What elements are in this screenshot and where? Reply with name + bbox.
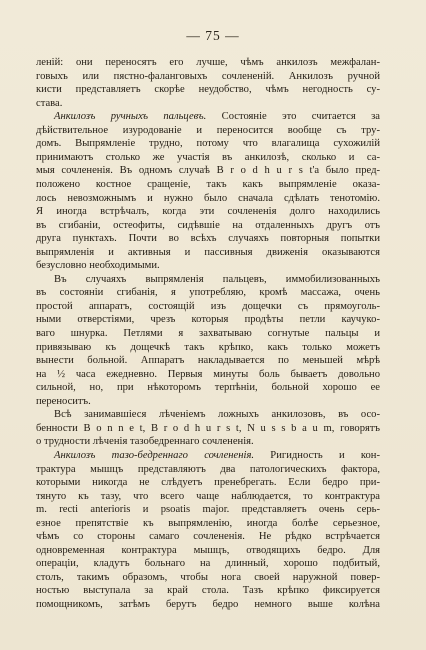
text-line: принимаютъ столько же участія въ анкилозѣ, сколько и са- bbox=[36, 151, 380, 163]
text-line: въ состояніи сгибанія, я употребляю, кромѣ массажа, очень bbox=[36, 287, 380, 299]
text-line: става. bbox=[36, 97, 63, 109]
text-line: ваго шнурка. Петлями я захватываю согнутые пальцы и bbox=[36, 328, 380, 339]
text-line: мыя сочлененія. Въ одномъ случаѣ B r o d h u r s t'а было пред- bbox=[36, 165, 380, 177]
text-line: привязываю къ дощечкѣ такъ крѣпко, какъ только можетъ bbox=[36, 341, 380, 353]
text-line: друга пунктахъ. Почти во всѣхъ случаяхъ повторныя попытки bbox=[36, 233, 380, 245]
text-line: тянуто къ тазу, что всего чаще наблюдается, то контрактура bbox=[36, 490, 380, 502]
text-line: одновременная контрактура мышцъ, отводящихъ бедро. Для bbox=[36, 544, 380, 556]
text-line: Въ случаяхъ выпрямленія пальцевъ, иммобилизованныхъ bbox=[54, 273, 380, 285]
text-line: сильной, но, при нѣкоторомъ терпѣніи, больной хорошо ее bbox=[36, 382, 380, 394]
text-line: простой аппаратъ, состоящій изъ дощечки съ прямоуголь- bbox=[36, 300, 380, 312]
text-line: ными отверстіями, чрезъ которыя продѣты петли каучуко- bbox=[36, 314, 380, 326]
text-line: Всѣ занимавшіеся лѣченіемъ ложныхъ анкилозовъ, въ осо- bbox=[54, 409, 380, 421]
text-line: на ½ часа ежедневно. Первыя минуты боль бываетъ довольно bbox=[36, 368, 380, 380]
text-line: въ сгибаніи, остеофиты, сидѣвшіе на отдаленныхъ другъ отъ bbox=[36, 219, 380, 231]
text-line: m. recti anterioris и psoatis major. представляетъ очень серь- bbox=[36, 504, 380, 516]
text-line: дѣйствительное изуродованіе и переносится вообще съ тру- bbox=[36, 124, 380, 136]
text-line: бенности B o n n e t, B r o d h u r s t, N u s s b a u m, говорятъ bbox=[36, 422, 380, 434]
text-line: Анкилозъ тазо-бедреннаго сочлененія. Ригидность и кон- bbox=[54, 449, 380, 461]
text-line: ностью выступала за край стола. Тазъ крѣпко фиксируется bbox=[36, 585, 380, 597]
text-line: чѣмъ со стороны самаго сочлененія. Не рѣдко встрѣчается bbox=[36, 531, 380, 543]
text-line: трактура мышцъ представляютъ два патологическихъ фактора, bbox=[36, 463, 380, 475]
text-line: которыми никогда не слѣдуетъ пренебрегать. Если бедро при- bbox=[36, 477, 380, 489]
text-line: вынести больной. Аппаратъ накладывается по меньшей мѣрѣ bbox=[36, 355, 380, 367]
text-line: безусловно необходимыми. bbox=[36, 260, 160, 272]
text-line: Анкилозъ ручныхъ пальцевъ. Состояніе это считается за bbox=[54, 111, 380, 123]
text-line: Я иногда встрѣчалъ, когда эти сочлененія долго находились bbox=[36, 206, 380, 218]
text-line: кисти представляетъ скорѣе неудобство, чѣмъ негодность су- bbox=[36, 84, 380, 96]
text-line: леній: они переносятъ его лучше, чѣмъ анкилозъ межфалан- bbox=[36, 57, 380, 68]
page-number: — 75 — bbox=[186, 28, 240, 43]
text-line: выпрямленія и активныя и пассивныя движенія оказываются bbox=[36, 246, 380, 258]
text-line: переноситъ. bbox=[36, 395, 91, 407]
text-line: помощникомъ, затѣмъ берутъ бедро немного выше колѣна bbox=[36, 599, 380, 610]
text-line: о трудности лѣченія тазобедреннаго сочлененія. bbox=[36, 436, 254, 448]
text-line: столъ, такимъ образомъ, чтобы нога своей наружной повер- bbox=[36, 571, 380, 583]
text-line: положено костное сращеніе, такъ какъ выпрямленіе оказа- bbox=[36, 178, 380, 190]
text-line: езное препятствіе къ выпрямленію, иногда болѣе серьезное, bbox=[36, 517, 380, 529]
text-line: домъ. Выпрямленіе трудно, потому что влагалища сухожилій bbox=[36, 138, 380, 150]
text-line: лось невозможнымъ и нужно было сначала сдѣлать тенотомію. bbox=[36, 192, 380, 204]
text-line: операціи, кладутъ больнаго на длинный, хорошо подбитый, bbox=[36, 558, 380, 570]
text-line: говыхъ или пястно-фаланговыхъ сочлененій. Анкилозъ ручной bbox=[36, 70, 380, 82]
